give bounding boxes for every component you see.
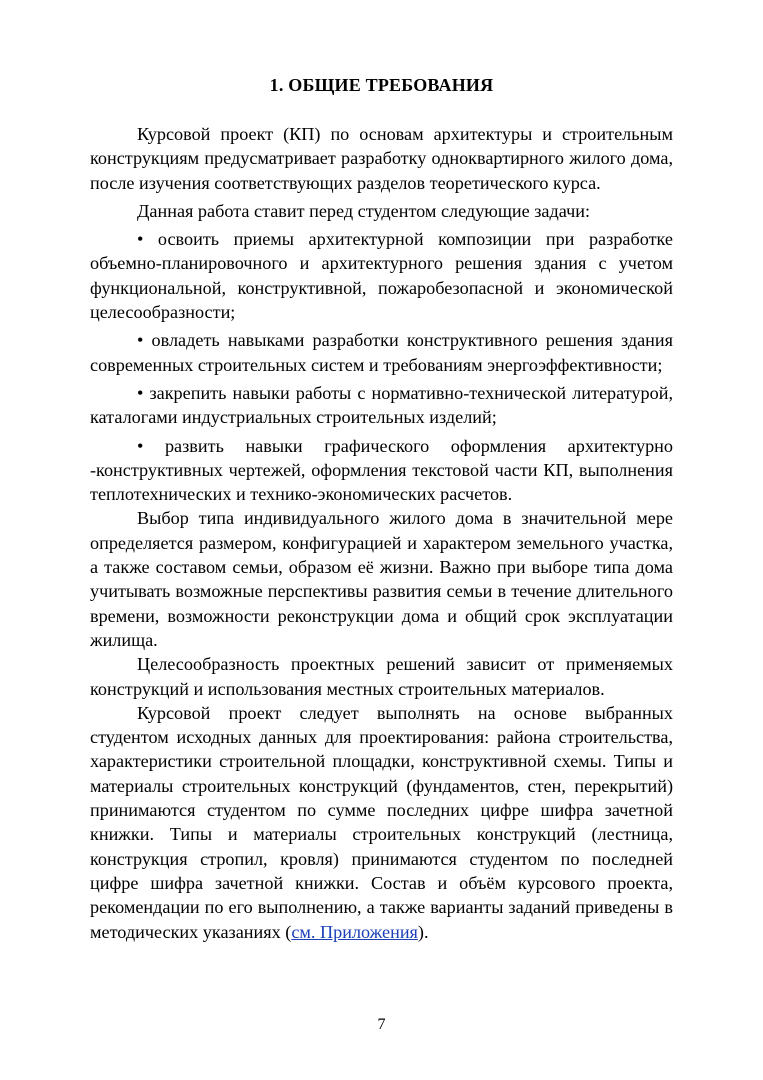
paragraph-project-data xyxy=(90,701,673,944)
paragraph-house-type: Выбор типа индивидуального жилого дома в значительной мере определяется размером, конфигурацией и характером земельного участка, а также составом семьи, образом её жизни. Важно при выборе типа дома учитывать возможные перспективы развития семьи в течение длительного времени, возможности реконструкции дома и общий срок эксплуатации жилища. xyxy=(90,508,673,650)
paragraph-feasibility: Целесообразность проектных решений зависит от применяемых конструкций и использования местных строительных материалов. xyxy=(90,654,673,699)
paragraph-intro: Курсовой проект (КП) по основам архитектуры и строительным конструкциям предусматривает разработку одноквартирного жилого дома, после изучения соответствующих разделов теоретического курса. xyxy=(90,124,673,193)
section-title: 1. ОБЩИЕ ТРЕБОВАНИЯ xyxy=(269,75,494,95)
list-item-task-4: • развить навыки графического оформления архитектурно -конструктивных чертежей, оформления текстовой части КП, выполнения теплотехнических и технико-экономических расчетов. xyxy=(90,435,673,505)
paragraph-project-data-text: Курсовой проект следует выполнять на основе выбранных студентом исходных данных для проектирования: района строительства, характеристики строительной площадки, конструктивной схемы. Типы и материалы строительных конструкций (фундаментов, стен, перекрытий) принимаются студентом по сумме последних цифре шифра зачетной книжки. Типы и материалы строительных конструкций (лестница, конструкция стропил, кровля) принимаются студентом по последней цифре шифра зачетной книжки. Состав и объём курсового проекта, рекомендации по его выполнению, а также варианты заданий приведены в методических указаниях ( xyxy=(90,702,673,942)
appendix-link[interactable]: см. Приложения xyxy=(291,921,418,942)
list-item-task-3: • закрепить навыки работы с нормативно-технической литературой, каталогами индустриальных строительных изделий; xyxy=(90,382,673,428)
list-item-task-2: • овладеть навыками разработки конструктивного решения здания современных строительных систем и требованиям энергоэффективности; xyxy=(90,330,673,375)
page-number: 7 xyxy=(377,1016,386,1033)
paragraph-project-data-suffix: ). xyxy=(417,921,429,942)
list-item-task-1: • освоить приемы архитектурной композиции при разработке объемно-планировочного и архитектурного решения здания с учетом функциональной, конструктивной, пожаробезопасной и экономической целесообразности; xyxy=(90,229,673,323)
body-text xyxy=(90,122,673,944)
paragraph-tasks-lead: Данная работа ставит перед студентом следующие задачи: xyxy=(137,200,591,221)
